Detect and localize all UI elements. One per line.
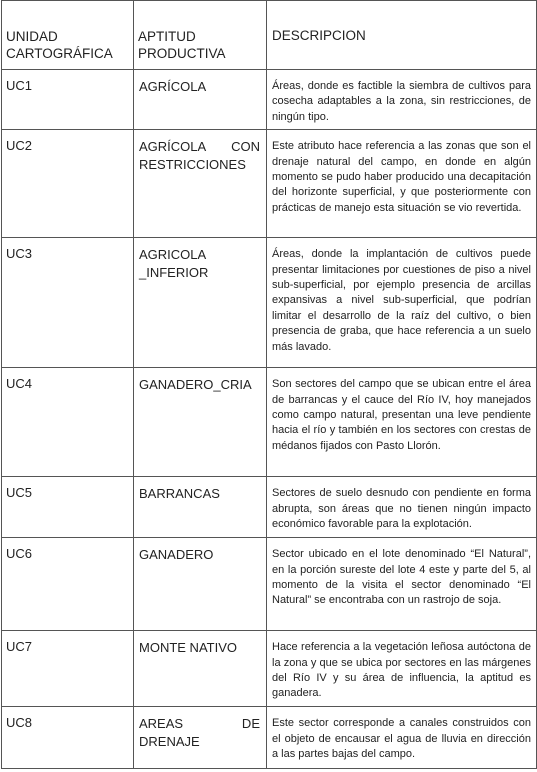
unit-code: UC3 xyxy=(2,238,134,368)
table-row xyxy=(2,631,537,707)
unit-code: UC4 xyxy=(2,368,134,477)
table-row xyxy=(2,707,537,769)
aptitude-cell: AGRICOLA _INFERIOR xyxy=(134,238,267,368)
table-row xyxy=(2,238,537,368)
unit-code: UC5 xyxy=(2,477,134,538)
header-description: DESCRIPCION xyxy=(267,1,537,70)
aptitude-cell xyxy=(134,707,267,769)
table-row xyxy=(2,368,537,477)
description-cell: Áreas, donde la implantación de cultivos puede presentar limitaciones por cuestiones de piso a nivel sub-superficial, por ejemplo presencia de arcillas expansivas a nivel sub-superficial, que podrían limitar el desarrollo de la raíz del cultivo, o bien presencia de graba, que hace referencia a un suelo más lavado. xyxy=(267,238,537,368)
table-row xyxy=(2,70,537,130)
unit-code: UC2 xyxy=(2,130,134,238)
table-row xyxy=(2,477,537,538)
description-cell: Sectores de suelo desnudo con pendiente en forma abrupta, son áreas que no tienen ningún impacto económico favorable para la explotación. xyxy=(267,477,537,538)
table-row xyxy=(2,538,537,631)
header-unit: UNIDAD CARTOGRÁFICA xyxy=(2,1,134,70)
aptitude-cell xyxy=(134,130,267,238)
header-aptitude: APTITUD PRODUCTIVA xyxy=(134,1,267,70)
aptitude-text: AGRÍCOLA CON RESTRICCIONES xyxy=(139,139,260,173)
aptitude-cell: BARRANCAS xyxy=(134,477,267,538)
aptitude-cell: AGRÍCOLA xyxy=(134,70,267,130)
aptitude-text: AREAS DE DRENAJE xyxy=(139,716,260,750)
description-cell: Áreas, donde es factible la siembra de cultivos para cosecha adaptables a la zona, sin restricciones, de ningún tipo. xyxy=(267,70,537,130)
description-cell: Hace referencia a la vegetación leñosa autóctona de la zona y que se ubica por sectores en las márgenes del Río IV y su área de influencia, la aptitud es ganadera. xyxy=(267,631,537,707)
unit-code: UC1 xyxy=(2,70,134,130)
description-cell: Este sector corresponde a canales construidos con el objeto de encausar el agua de lluvia en dirección a las partes bajas del campo. xyxy=(267,707,537,769)
description-cell: Este atributo hace referencia a las zonas que son el drenaje natural del campo, en donde en algún momento se pudo haber producido una decapitación del horizonte superficial, y que posteriormente con prácticas de manejo esta situación se vio revertida. xyxy=(267,130,537,238)
unit-code: UC6 xyxy=(2,538,134,631)
aptitude-cell: GANADERO xyxy=(134,538,267,631)
table-row xyxy=(2,130,537,238)
aptitude-cell: MONTE NATIVO xyxy=(134,631,267,707)
cartographic-units-table xyxy=(1,0,537,769)
unit-code: UC7 xyxy=(2,631,134,707)
description-cell: Sector ubicado en el lote denominado “El Natural”, en la porción sureste del lote 4 este y parte del 5, al momento de la visita el sector denominado “El Natural” se encontraba con un rastrojo de soja. xyxy=(267,538,537,631)
description-cell: Son sectores del campo que se ubican entre el área de barrancas y el cauce del Río IV, hoy manejados como campo natural, presentan una leve pendiente hacia el río y también en los sectores con crestas de médanos fijados con Pasto Llorón. xyxy=(267,368,537,477)
header-row xyxy=(2,1,537,70)
aptitude-cell: GANADERO_CRIA xyxy=(134,368,267,477)
unit-code: UC8 xyxy=(2,707,134,769)
